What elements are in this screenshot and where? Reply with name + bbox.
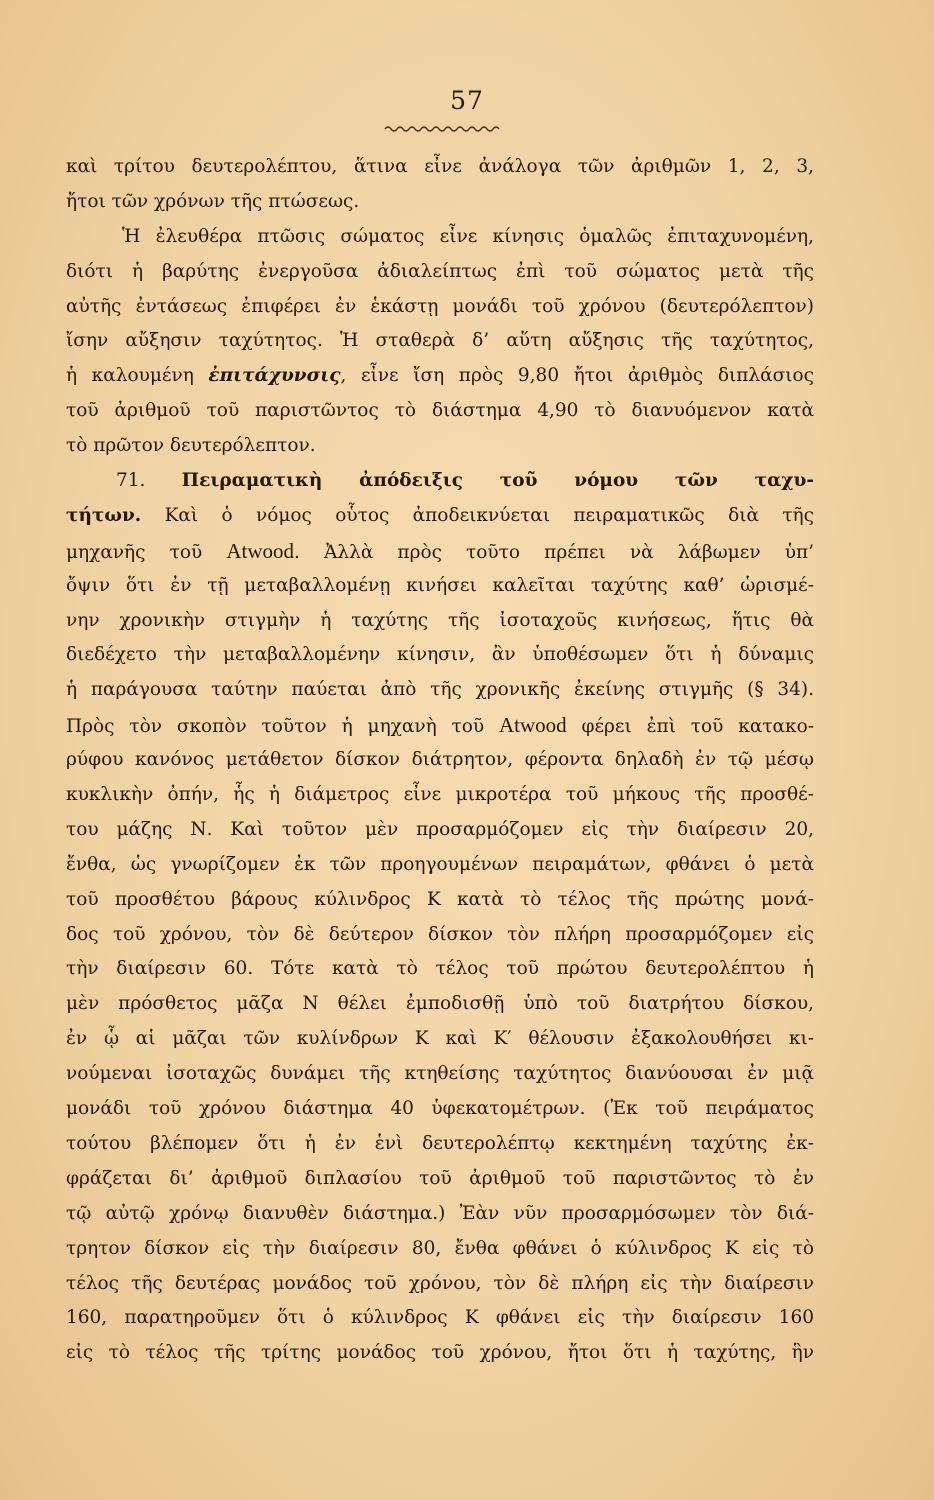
- text-line: [66, 499, 814, 534]
- text-span: ἐν ᾧ αἱ μᾶζαι τῶν κυλίνδρων Κ καὶ Κ′ θέλουσιν ἐξακολουθήσει κι-: [66, 1028, 814, 1050]
- text-line: [66, 1127, 814, 1162]
- text-line: [66, 673, 814, 708]
- text-line: [66, 324, 814, 359]
- text-span: εἰς τὸ τέλος τῆς τρίτης μονάδος τοῦ χρόνου, ἤτοι ὅτι ἡ ταχύτης, ἣν: [66, 1342, 814, 1364]
- text-line: [66, 1162, 814, 1197]
- body-text: [66, 150, 814, 1371]
- text-line: [66, 883, 814, 918]
- text-line: [66, 708, 814, 743]
- text-span: ἤτοι τῶν χρόνων τῆς πτώσεως.: [66, 190, 360, 212]
- text-span: μὲν πρόσθετος μᾶζα Ν θέλει ἐμποδισθῇ ὑπὸ τοῦ διατρήτου δίσκου,: [66, 993, 814, 1015]
- text-line: [66, 952, 814, 987]
- text-span: ἡ καλουμένη: [66, 365, 209, 387]
- text-span: τῷ αὐτῷ χρόνῳ διανυθὲν διάστημα.) Ἐὰν νῦν προσαρμόσωμεν τὸν διά-: [66, 1202, 814, 1224]
- text-span: του μάζης Ν. Καὶ τοῦτον μὲν προσαρμόζομεν εἰς τὴν διαίρεσιν 20,: [66, 818, 814, 840]
- text-span: Καὶ ὁ νόμος οὗτος ἀποδεικνύεται πειραματικῶς διὰ τῆς: [141, 504, 814, 526]
- emphasized-term: ἐπιτάχυνσις: [208, 365, 341, 387]
- text-span: Atwood: [499, 713, 567, 738]
- section-heading: τήτων.: [66, 504, 142, 526]
- text-span: ὄψιν ὅτι ἐν τῇ μεταβαλλομένῃ κινήσει καλεῖται ταχύτης καθ’ ὡρισμέ-: [66, 574, 814, 596]
- text-span: νην χρονικὴν στιγμὴν ἡ ταχύτης τῆς ἰσοταχοῦς κινήσεως, ἥτις θὰ: [66, 609, 814, 631]
- text-span: Atwood: [226, 538, 295, 563]
- text-span: τούτου βλέπομεν ὅτι ἡ ἐν ἑνὶ δευτερολέπτῳ κεκτημένη ταχύτης ἐκ-: [66, 1132, 814, 1154]
- section-heading: Πειραματικὴ ἀπόδειξις τοῦ νόμου τῶν ταχυ-: [181, 470, 814, 492]
- text-line: [66, 255, 814, 290]
- text-line: [66, 813, 814, 848]
- text-line: [66, 220, 814, 255]
- text-span: τοῦ προσθέτου βάρους κύλινδρος Κ κατὰ τὸ τέλος τῆς πρώτης μονά-: [66, 888, 814, 910]
- text-line: [66, 743, 814, 778]
- text-line: [66, 1301, 814, 1336]
- text-line: [66, 150, 814, 185]
- text-line: [66, 778, 814, 813]
- text-span: ἔνθα, ὡς γνωρίζομεν ἐκ τῶν προηγουμένων πειραμάτων, φθάνει ὁ μετὰ: [66, 853, 814, 875]
- text-span: διεδέχετο τὴν μεταβαλλομένην κίνησιν, ἂν ὑποθέσωμεν ὅτι ἡ δύναμις: [66, 644, 814, 666]
- text-line: [66, 987, 814, 1022]
- text-span: τέλος τῆς δευτέρας μονάδος τοῦ χρόνου, τὸν δὲ πλήρη εἰς τὴν διαίρεσιν: [66, 1272, 814, 1294]
- text-line: [66, 569, 814, 604]
- text-span: καὶ τρίτου δευτερολέπτου, ἅτινα εἶνε ἀνάλογα τῶν ἀριθμῶν 1, 2, 3,: [66, 156, 814, 177]
- text-line: [66, 394, 814, 429]
- text-line: [66, 185, 814, 220]
- text-span: δος τοῦ χρόνου, τὸν δὲ δεύτερον δίσκον τὸν πλήρη προσαρμόζομεν εἰς: [66, 923, 814, 945]
- text-span: φέρει ἐπὶ τοῦ κατακο-: [566, 716, 814, 738]
- text-span: ἡ παράγουσα ταύτην παύεται ἀπὸ τῆς χρονικῆς ἐκείνης στιγμῆς (§ 34).: [66, 679, 814, 701]
- text-line: [66, 534, 814, 569]
- text-line: [66, 918, 814, 953]
- text-line: [66, 290, 814, 325]
- text-span: μονάδι τοῦ χρόνου διάστημα 40 ὑφεκατομέτρων. (Ἐκ τοῦ πειράματος: [66, 1098, 814, 1120]
- text-span: τρητον δίσκον εἰς τὴν διαίρεσιν 80, ἔνθα φθάνει ὁ κύλινδρος Κ εἰς τὸ: [66, 1237, 814, 1259]
- text-span: μηχανῆς τοῦ: [66, 541, 227, 563]
- text-span: , εἶνε ἴση πρὸς 9,80 ἤτοι ἀριθμὸς διπλάσιος: [340, 365, 814, 387]
- text-line: [66, 359, 814, 394]
- text-line: [66, 604, 814, 639]
- text-line: [66, 1022, 814, 1057]
- wavy-rule-ornament: [383, 122, 503, 136]
- text-line: [66, 1197, 814, 1232]
- page-number: 57: [450, 86, 484, 115]
- text-line: [66, 1057, 814, 1092]
- text-line: [66, 1336, 814, 1371]
- text-span: φράζεται δι’ ἀριθμοῦ διπλασίου τοῦ ἀριθμοῦ τοῦ παριστῶντος τὸ ἐν: [66, 1167, 814, 1189]
- text-span: τὸ πρῶτον δευτερόλεπτον.: [66, 435, 316, 457]
- text-span: αὐτῆς ἐντάσεως ἐπιφέρει ἐν ἑκάστῃ μονάδι τοῦ χρόνου (δευτερόλεπτον): [66, 295, 814, 317]
- text-line: [66, 1232, 814, 1267]
- text-line: [66, 1092, 814, 1127]
- text-span: ἴσην αὔξησιν ταχύτητος. Ἡ σταθερὰ δ’ αὕτη αὔξησις τῆς ταχύτητος,: [66, 330, 814, 352]
- text-span: 71.: [116, 470, 182, 492]
- text-line: [66, 638, 814, 673]
- text-span: τὴν διαίρεσιν 60. Τότε κατὰ τὸ τέλος τοῦ πρώτου δευτερολέπτου ἡ: [66, 958, 814, 980]
- text-span: τοῦ ἀριθμοῦ τοῦ παριστῶντος τὸ διάστημα 4,90 τὸ διανυόμενον κατὰ: [66, 400, 814, 422]
- text-span: . Ἀλλὰ πρὸς τοῦτο πρέπει νὰ λάβωμεν ὑπ’: [294, 541, 814, 563]
- text-span: κυκλικὴν ὀπήν, ἧς ἡ διάμετρος εἶνε μικροτέρα τοῦ μήκους τῆς προσθέ-: [66, 784, 814, 806]
- text-span: νούμεναι ἰσοταχῶς δυνάμει τῆς κτηθείσης ταχύτητος διανύουσαι ἐν μιᾷ: [66, 1063, 814, 1085]
- text-span: διότι ἡ βαρύτης ἐνεργοῦσα ἀδιαλείπτως ἐπὶ τοῦ σώματος μετὰ τῆς: [66, 260, 814, 282]
- text-span: 160, παρατηροῦμεν ὅτι ὁ κύλινδρος Κ φθάνει εἰς τὴν διαίρεσιν 160: [66, 1307, 814, 1329]
- text-line: [66, 1267, 814, 1302]
- text-span: ρύφου κανόνος μετάθετον δίσκον διάτρητον, φέροντα δηλαδὴ ἐν τῷ μέσῳ: [66, 749, 814, 771]
- text-line: [66, 429, 814, 464]
- text-span: Πρὸς τὸν σκοπὸν τοῦτον ἡ μηχανὴ τοῦ: [66, 716, 499, 738]
- text-span: Ἡ ἐλευθέρα πτῶσις σώματος εἶνε κίνησις ὁμαλῶς ἐπιταχυνομένη,: [122, 225, 814, 247]
- text-line: [66, 848, 814, 883]
- text-line: [66, 464, 814, 499]
